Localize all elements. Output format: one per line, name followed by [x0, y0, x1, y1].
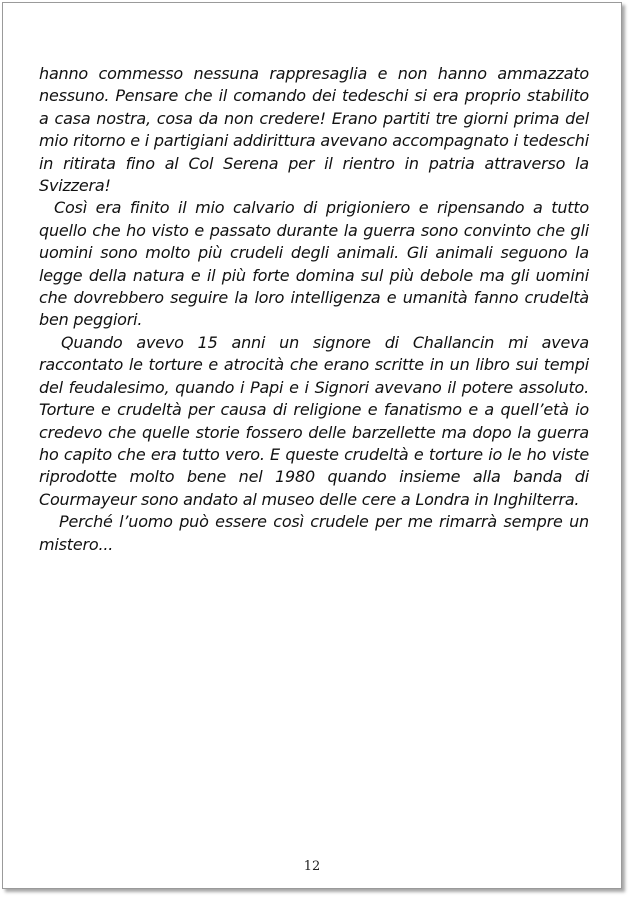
document-page	[2, 2, 622, 889]
body-text	[39, 63, 589, 556]
paragraph-3: Quando avevo 15 anni un signore di Challancin mi aveva raccontato le torture e atrocità che erano scritte in un libro sui tempi del feudalesimo, quando i Papi e i Signori avevano il potere assoluto. Torture e crudeltà per causa di religione e fanatismo e a quell’età io credevo che quelle storie fossero delle barzellette ma dopo la guerra ho capito che era tutto vero. E queste crudeltà e torture io le ho viste riprodotte molto bene nel 1980 quando insieme alla banda di Courmayeur sono andato al museo delle cere a Londra in Inghilterra.	[39, 332, 589, 509]
paragraph-4: Perché l’uomo può essere così crudele per me rimarrà sempre un mistero...	[39, 512, 589, 554]
page-number: 12	[303, 859, 321, 874]
paragraph-1: hanno commesso nessuna rappresaglia e non hanno ammazzato nessuno. Pensare che il comando dei tedeschi si era proprio stabilito a casa nostra, cosa da non credere! Erano partiti tre giorni prima del mio ritorno e i partigiani addirittura avevano accompagnato i tedeschi in ritirata fino al Col Serena per il rientro in patria attraverso la Svizzera!	[39, 64, 589, 196]
paragraph-2: Così era finito il mio calvario di prigioniero e ripensando a tutto quello che ho visto e passato durante la guerra sono convinto che gli uomini sono molto più crudeli degli animali. Gli animali seguono la legge della natura e il più forte domina sul più debole ma gli uomini che dovrebbero seguire la loro intelligenza e umanità fanno crudeltà ben peggiori.	[39, 198, 589, 330]
